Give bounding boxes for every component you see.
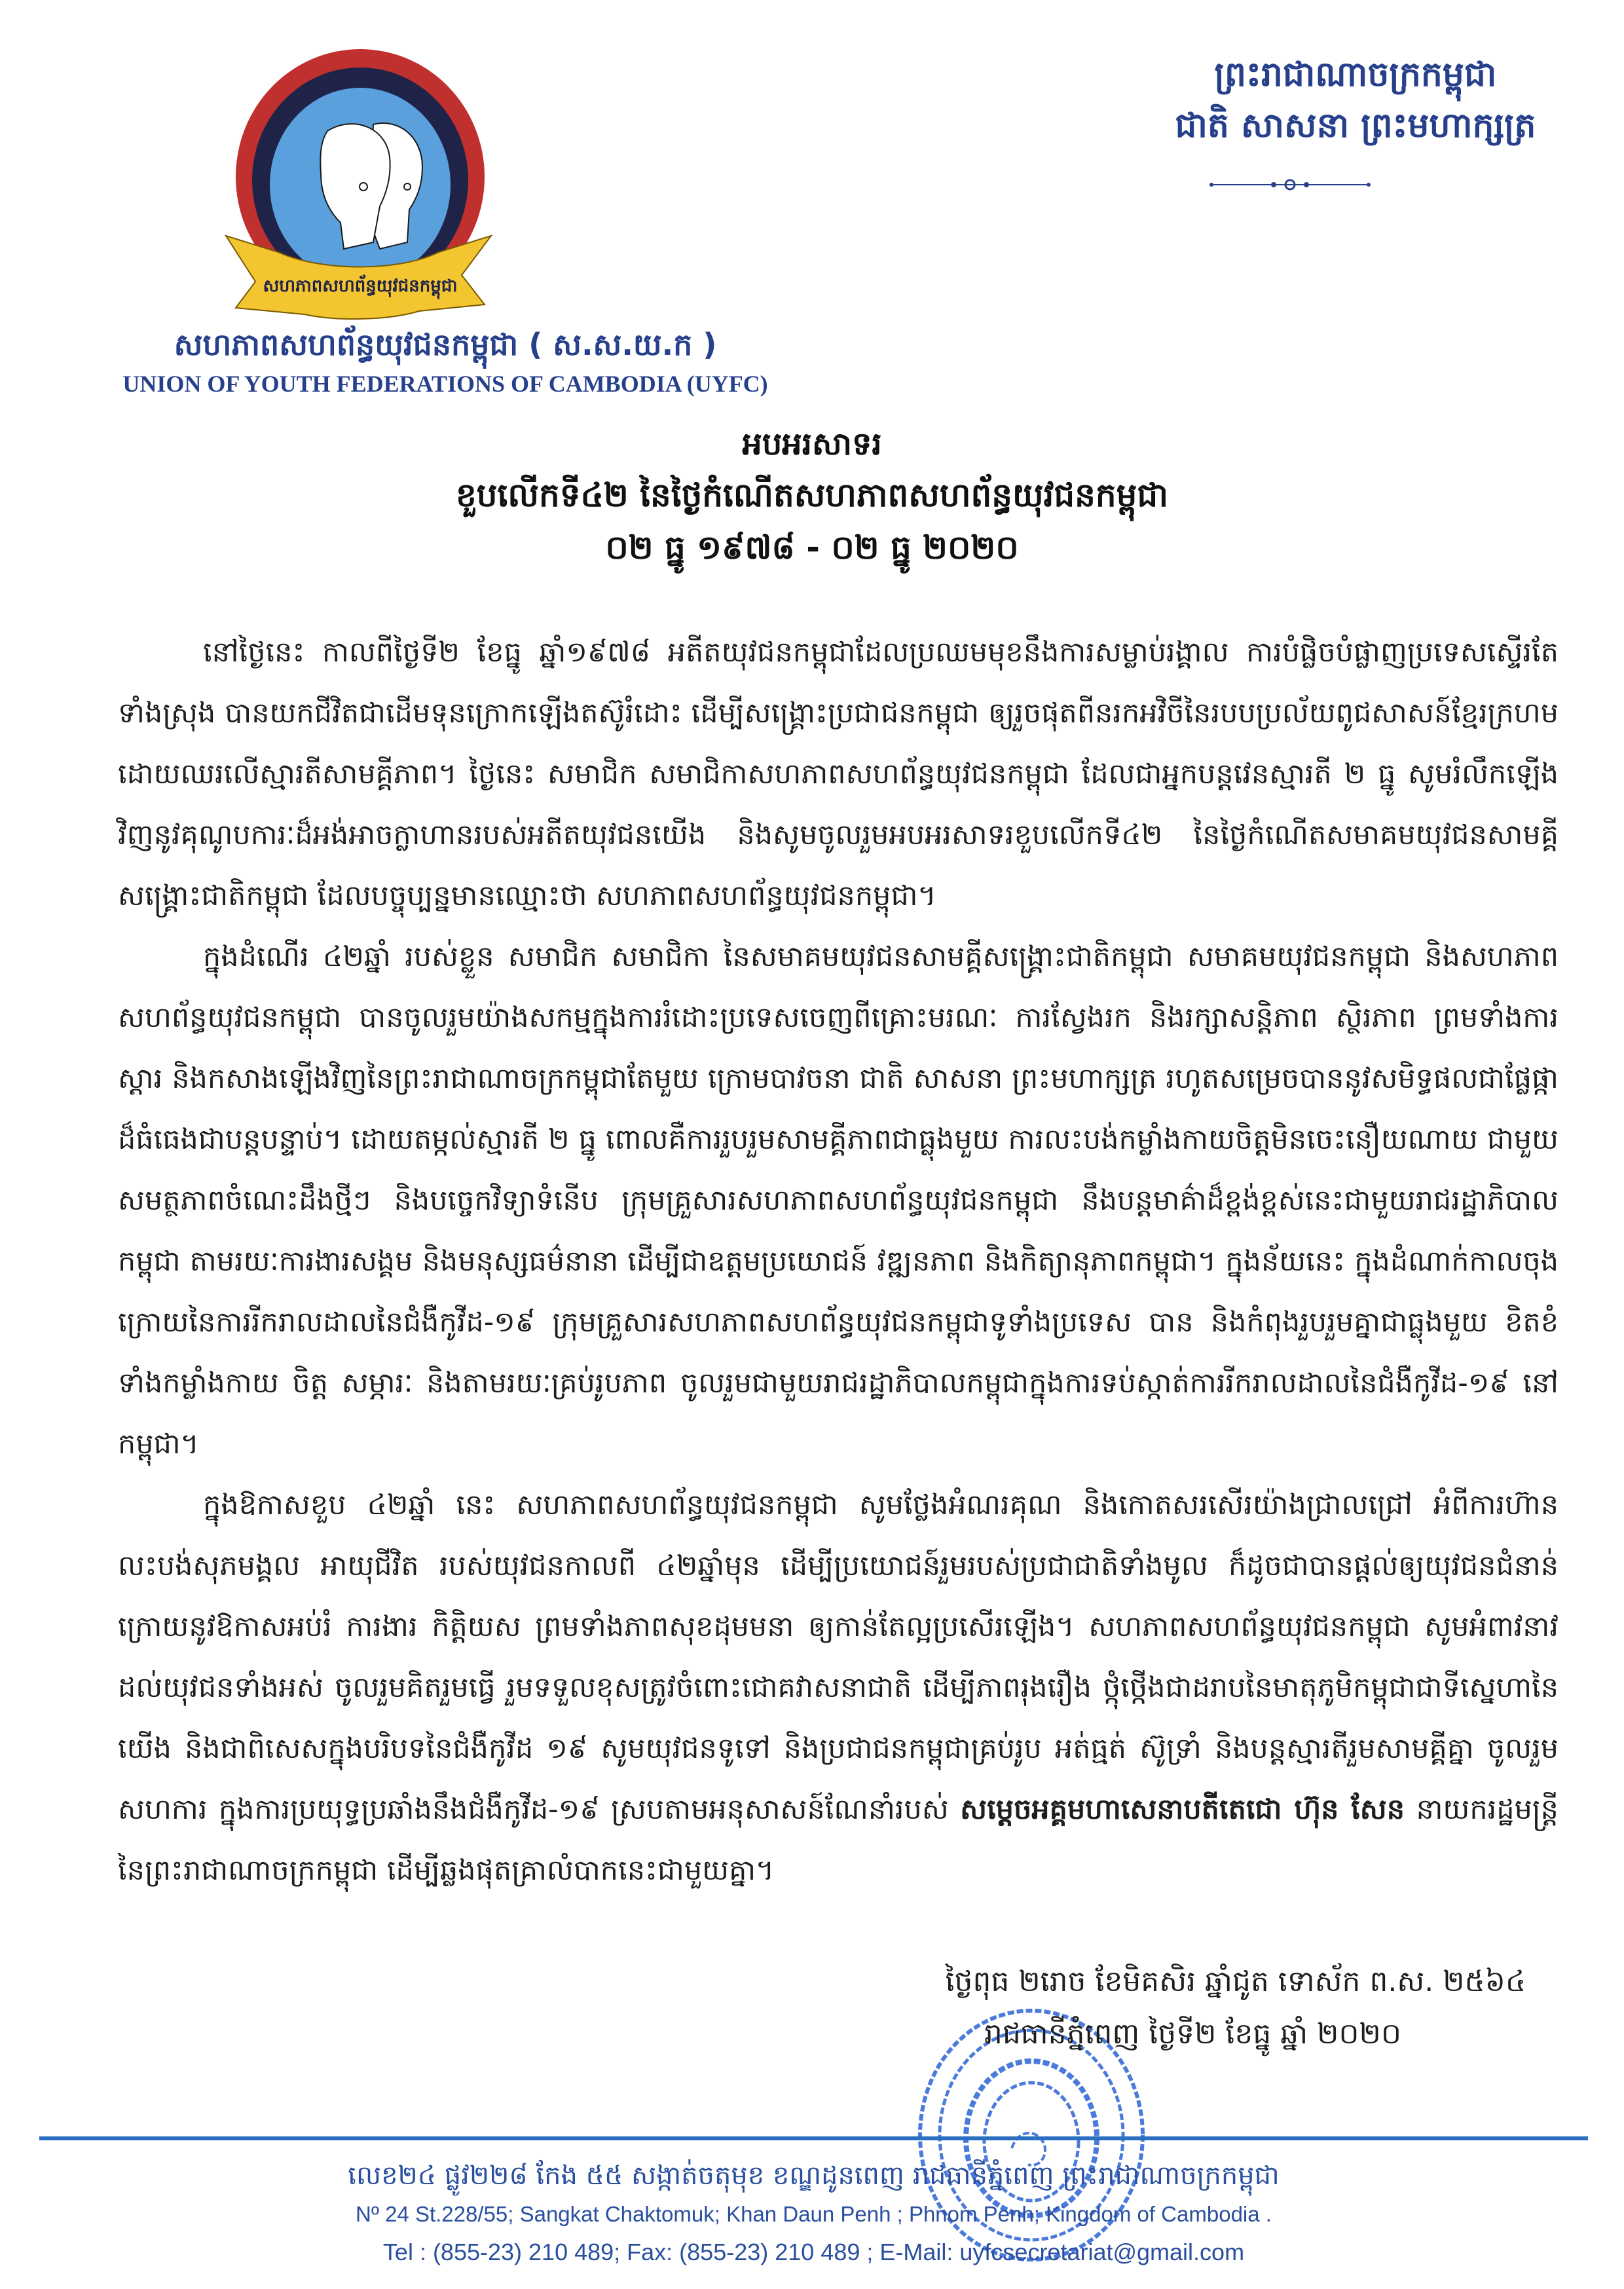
paragraph-3 [118, 1475, 1559, 1901]
prime-minister-name: សម្តេចអគ្គមហាសេនាបតីតេជោ ហ៊ុន សែន [960, 1793, 1405, 1826]
org-name-khmer: សហភាពសហព័ន្ធយុវជនកម្ពុជា ( ស.ស.យ.ក ) [174, 327, 717, 362]
paragraph-2: ក្នុងដំណើរ ៤២ឆ្នាំ របស់ខ្លួន សមាជិក សមាជិកា នៃសមាគមយុវជនសាមគ្គីសង្គ្រោះជាតិកម្ពុជា សមាគមយុវជនកម្ពុជា និងសហភាពសហព័ន្ធយុវជនកម្ពុជា បានចូលរួមយ៉ាងសកម្មក្នុងការរំដោះប្រទេសចេញពីគ្រោះមរណៈ ការស្វែងរក និងរក្សាសន្តិភាព ស្ថិរភាព ព្រមទាំងការស្តារ និងកសាងឡើងវិញនៃព្រះរាជាណាចក្រកម្ពុជាតែមួយ ក្រោមបាវចនា ជាតិ សាសនា ព្រះមហាក្សត្រ រហូតសម្រេចបាននូវសមិទ្ធផលជាផ្លែផ្កាដ៏ធំធេងជាបន្តបន្ទាប់។ ដោយតម្កល់ស្មារតី ២ ធ្នូ ពោលគឺការរួបរួមសាមគ្គីភាពជាធ្លុងមួយ ការលះបង់កម្លាំងកាយចិត្តមិនចេះនឿយណាយ ជាមួយសមត្ថភាពចំណេះដឹងថ្មីៗ និងបច្ចេកវិទ្យាទំនើប ក្រុមគ្រួសារសហភាពសហព័ន្ធយុវជនកម្ពុជា នឹងបន្តមាគ៌ាដ៏ខ្ពង់ខ្ពស់នេះជាមួយរាជរដ្ឋាភិបាលកម្ពុជា តាមរយៈការងារសង្គម និងមនុស្សធម៌នានា ដើម្បីជាឧត្តមប្រយោជន៍ វឌ្ឍនភាព និងកិត្យានុភាពកម្ពុជា។ ក្នុងន័យនេះ ក្នុងដំណាក់កាលចុងក្រោយនៃការរីករាលដាលនៃជំងឺកូវីដ-១៩ ក្រុមគ្រួសារសហភាពសហព័ន្ធយុវជនកម្ពុជាទូទាំងប្រទេស បាន និងកំពុងរួបរួមគ្នាជាធ្លុងមួយ ខិតខំ ទាំងកម្លាំងកាយ ចិត្ត សម្ភារៈ និងតាមរយៈគ្រប់រូបភាព ចូលរួមជាមួយរាជរដ្ឋាភិបាលកម្ពុជាក្នុងការទប់ស្កាត់ការរីករាលដាលនៃជំងឺកូវីដ-១៩ នៅកម្ពុជា។ [118, 940, 1559, 1461]
footer [39, 2155, 1588, 2273]
kingdom-name: ព្រះរាជាណាចក្រកម្ពុជា [1214, 55, 1497, 94]
logo-ribbon-text: សហភាពសហព័ន្ធយុវជនកម្ពុជា [263, 276, 458, 296]
letter-body [118, 622, 1559, 1901]
lunar-date: ថ្ងៃពុធ ២រោច ខែមិគសិរ ឆ្នាំជូត ទោស័ក ព.ស. ២៥៦៤ [945, 1965, 1526, 1998]
footer-divider [39, 2136, 1588, 2140]
org-name-english: UNION OF YOUTH FEDERATIONS OF CAMBODIA (UYFC) [122, 371, 768, 397]
solar-date: រាជធានីភ្នំពេញ ថ្ងៃទី២ ខែធ្នូ ឆ្នាំ ២០២០ [984, 2017, 1401, 2051]
address-khmer: លេខ២៤ ផ្លូវ២២៨ កែង ៥៥ សង្កាត់ចតុមុខ ខណ្ឌដូនពេញ រាជធានីភ្នំពេញ ព្រះរាជាណាចក្រកម្ពុជា [348, 2161, 1280, 2191]
title-anniversary: ខួបលើកទី៤២ នៃថ្ងៃកំណើតសហភាពសហព័ន្ធយុវជនកម្ពុជា [456, 476, 1168, 514]
paragraph-3-text-a: ក្នុងឱកាសខួប ៤២ឆ្នាំ នេះ សហភាពសហព័ន្ធយុវជនកម្ពុជា សូមថ្លែងអំណរគុណ និងកោតសរសើរយ៉ាងជ្រាលជ្រៅ អំពីការហ៊ានលះបង់សុភមង្គល អាយុជីវិត របស់យុវជនកាលពី ៤២ឆ្នាំមុន ដើម្បីប្រយោជន៍រួមរបស់ប្រជាជាតិទាំងមូល ក៏ដូចជាបានផ្តល់ឲ្យយុវជនជំនាន់ក្រោយនូវឱកាសអប់រំ ការងារ កិត្តិយស ព្រមទាំងភាពសុខដុមមនា ឲ្យកាន់តែល្អប្រសើរឡើង។ សហភាពសហព័ន្ធយុវជនកម្ពុជា សូមអំពាវនាវដល់យុវជនទាំងអស់ ចូលរួមគិតរួមធ្វើ រួមទទួលខុសត្រូវចំពោះជោគវាសនាជាតិ ដើម្បីភាពរុងរឿង ថ្កុំថ្កើងជាដរាបនៃមាតុភូមិកម្ពុជាជាទីស្នេហានៃយើង និងជាពិសេសក្នុងបរិបទនៃជំងឺកូវីដ ១៩ សូមយុវជនទូទៅ និងប្រជាជនកម្ពុជាគ្រប់រូប អត់ធ្មត់ ស៊ូទ្រាំ និងបន្តស្មារតីរួមសាមគ្គីគ្នា ចូលរួមសហការ ក្នុងការប្រយុទ្ធប្រឆាំងនឹងជំងឺកូវីដ-១៩ ស្របតាមអនុសាសន៍ណែនាំរបស់ [118, 1489, 1559, 1826]
contact-info: Tel : (855-23) 210 489; Fax: (855-23) 210 489 ; E-Mail: uyfcsecretariat@gmail.com [382, 2239, 1245, 2265]
kingdom-motto [1126, 49, 1585, 151]
paragraph-1: នៅថ្ងៃនេះ កាលពីថ្ងៃទី២ ខែធ្នូ ឆ្នាំ១៩៧៨ អតីតយុវជនកម្ពុជាដែលប្រឈមមុខនឹងការសម្លាប់រង្គាល ការបំផ្លិចបំផ្លាញប្រទេសស្ទើរតែទាំងស្រុង បានយកជីវិតជាដើមទុនក្រោកឡើងតស៊ូរំដោះ ដើម្បីសង្គ្រោះប្រជាជនកម្ពុជា ឲ្យរួចផុតពីនរកអវិចីនៃរបបប្រល័យពូជសាសន៍ខ្មែរក្រហម ដោយឈរលើស្មារតីសាមគ្គីភាព។ ថ្ងៃនេះ សមាជិក សមាជិកាសហភាពសហព័ន្ធយុវជនកម្ពុជា ដែលជាអ្នកបន្តវេនស្មារតី ២ ធ្នូ សូមរំលឹកឡើងវិញនូវគុណូបការៈដ៏អង់អាចក្លាហានរបស់អតីតយុវជនយើង និងសូមចូលរួមអបអរសាទរខួបលើកទី៤២ នៃថ្ងៃកំណើតសមាគមយុវជនសាមគ្គីសង្គ្រោះជាតិកម្ពុជា ដែលបច្ចុប្បន្នមានឈ្មោះថា សហភាពសហព័ន្ធយុវជនកម្ពុជា។ [118, 636, 1559, 912]
title-dates: ០២ ធ្នូ ១៩៧៨ - ០២ ធ្នូ ២០២០ [605, 529, 1019, 567]
decorative-divider-icon [1205, 177, 1375, 193]
title-block [118, 419, 1506, 574]
national-motto: ជាតិ សាសនា ព្រះមហាក្សត្រ [1175, 106, 1536, 145]
title-congratulations: អបអរសាទរ [742, 426, 882, 462]
uyfc-logo [164, 46, 557, 354]
address-english: Nº 24 St.228/55; Sangkat Chaktomuk; Khan Daun Penh ; Phnom Penh; Kingdom of Cambodia . [356, 2202, 1272, 2226]
paragraph-3-text-b: នាយករដ្ឋមន្ត្រីនៃព្រះរាជាណាចក្រកម្ពុជា ដើម្បីឆ្លងផុតគ្រាលំបាកនេះជាមួយគ្នា។ [118, 1793, 1559, 1887]
